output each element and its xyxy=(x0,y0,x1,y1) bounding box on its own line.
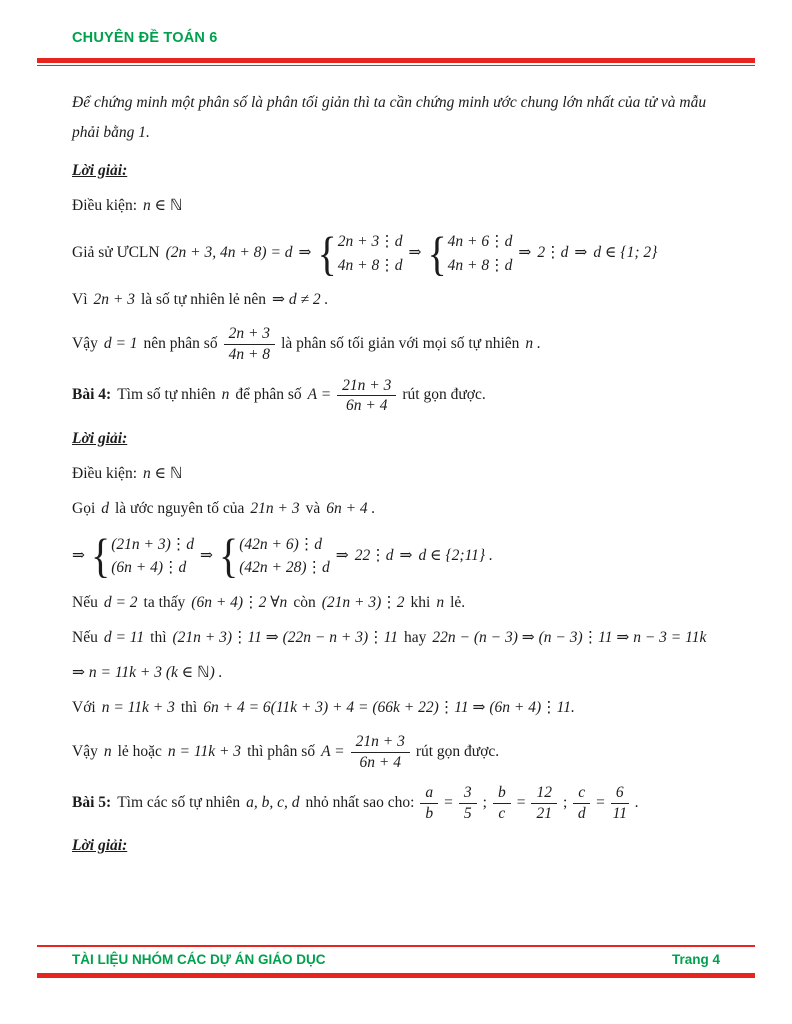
text-run: rút gọn được. xyxy=(415,742,500,760)
fraction-numerator: c xyxy=(573,784,590,804)
case-row: 4n + 8⋮d xyxy=(447,256,513,274)
implies-arrow: ⇒ xyxy=(518,244,532,262)
problem-5-line xyxy=(72,784,720,823)
solution-heading-1 xyxy=(72,160,720,182)
fraction-denominator: 4n + 8 xyxy=(228,345,271,363)
text-run: Vậy xyxy=(72,334,98,352)
text-run: Vậy xyxy=(72,742,98,760)
fraction-numerator: b xyxy=(493,784,511,804)
fraction xyxy=(531,784,557,823)
fraction xyxy=(351,733,410,772)
implies-arrow: ⇒ xyxy=(399,546,413,564)
left-brace-icon: { xyxy=(91,528,111,583)
case-row: 4n + 6⋮d xyxy=(447,233,513,251)
math-run: n = 11k + 3 xyxy=(167,742,242,760)
assume-math: (2n + 3, 4n + 8) = d xyxy=(165,244,293,262)
ucln-derivation-line xyxy=(72,226,720,281)
condition-line-1 xyxy=(72,195,720,217)
page-header xyxy=(37,30,755,66)
case-d11-line xyxy=(72,628,720,650)
footer-rule-bottom xyxy=(37,973,755,978)
text-run: ta thấy xyxy=(143,594,186,612)
math-run: 2n + 3 xyxy=(93,291,135,309)
footer-row xyxy=(37,947,755,973)
text-run: Nếu xyxy=(72,594,98,612)
text-run: để phân số xyxy=(235,386,302,404)
case-row: (42n + 6)⋮d xyxy=(239,536,322,554)
case-row: (21n + 3)⋮d xyxy=(111,536,194,554)
fraction-numerator: 21n + 3 xyxy=(337,377,396,397)
cases-rows xyxy=(448,230,513,277)
math-run: 22n − (n − 3) ⇒ (n − 3)⋮11 ⇒ n − 3 = 11k xyxy=(432,629,707,647)
cases-group-1 xyxy=(317,226,403,281)
math-run: n = 11k + 3 xyxy=(101,699,175,717)
text-run: và xyxy=(305,499,321,517)
conclusion-line-1 xyxy=(72,325,720,364)
math-run: (21n + 3)⋮11 ⇒ (22n − n + 3)⋮11 xyxy=(172,629,398,647)
math-run: (21n + 3)⋮2 xyxy=(321,594,405,612)
condition-line-2 xyxy=(72,463,720,485)
text-run: hay xyxy=(403,629,427,647)
math-run: 21n + 3 xyxy=(250,499,300,517)
text-run: lẻ. xyxy=(450,594,466,612)
math-run: d ∈ {2;11} . xyxy=(418,546,493,564)
case-row: 4n + 8⋮d xyxy=(337,256,403,274)
math-run: n . xyxy=(525,334,541,352)
math-run: 22⋮d xyxy=(354,546,394,564)
implies-arrow: ⇒ xyxy=(298,244,312,262)
cases-rows xyxy=(239,533,330,580)
math-run: n xyxy=(103,742,112,760)
assume-text: Giả sử ƯCLN xyxy=(72,244,160,262)
text-run: là phân số tối giản với mọi số tự nhiên xyxy=(281,334,520,352)
text-run: . xyxy=(634,794,639,812)
implies-arrow: ⇒ xyxy=(72,546,85,564)
cases-rows xyxy=(338,230,403,277)
fraction-denominator: b xyxy=(425,805,434,823)
text-run: thì xyxy=(180,699,198,717)
fraction-numerator: 21n + 3 xyxy=(351,733,410,753)
math-run: ⇒ n = 11k + 3 (k ∈ ℕ) . xyxy=(72,664,223,682)
case-row: (6n + 4)⋮d xyxy=(111,559,187,577)
odd-number-line xyxy=(72,290,720,312)
fraction-denominator: 21 xyxy=(536,805,552,823)
math-run: n xyxy=(221,386,230,404)
math-run: 6n + 4 . xyxy=(326,499,376,517)
math-run: d xyxy=(101,499,109,517)
condition-label: Điều kiện: xyxy=(72,196,137,214)
page-footer xyxy=(37,945,755,978)
fraction-denominator: 6n + 4 xyxy=(359,753,401,771)
equals-sign: = xyxy=(444,794,453,812)
condition-math: n ∈ ℕ xyxy=(143,464,183,482)
problem-4-label: Bài 4: xyxy=(72,386,112,404)
intro-paragraph: Để chứng minh một phân số là phân tối giản thì ta cần chứng minh ước chung lớn nhất của tử và mẫu phải bằng 1. xyxy=(72,94,707,142)
text-run: là số tự nhiên lẻ nên xyxy=(140,291,267,309)
problem-5-label: Bài 5: xyxy=(72,794,112,812)
condition-math: n ∈ ℕ xyxy=(143,196,183,214)
text-run: thì phân số xyxy=(247,742,316,760)
left-brace-icon: { xyxy=(427,226,447,281)
solution-heading-3 xyxy=(72,836,720,858)
math-run: d ∈ {1; 2} xyxy=(593,244,658,262)
fraction-denominator: 5 xyxy=(463,805,472,823)
cases-group-4 xyxy=(219,528,330,583)
semicolon: ; xyxy=(562,794,568,812)
fraction xyxy=(493,784,511,823)
fraction-denominator: c xyxy=(498,805,506,823)
fraction-denominator: d xyxy=(577,805,586,823)
equals-sign: = xyxy=(596,794,605,812)
math-run: (6n + 4)⋮2 ∀n xyxy=(191,594,288,612)
math-run: d = 11 xyxy=(103,629,145,647)
math-run: a, b, c, d xyxy=(246,794,300,812)
case-row: 2n + 3⋮d xyxy=(337,233,403,251)
condition-label: Điều kiện: xyxy=(72,464,137,482)
problem-4-line xyxy=(72,377,720,416)
solution-label: Lời giải: xyxy=(72,161,128,179)
header-rule-thick xyxy=(37,58,755,63)
text-run: nhỏ nhất sao cho: xyxy=(305,794,415,812)
math-run: ⇒ d ≠ 2 . xyxy=(272,291,329,309)
fraction xyxy=(611,784,629,823)
text-run: khi xyxy=(410,594,431,612)
left-brace-icon: { xyxy=(317,226,337,281)
solution-label: Lời giải: xyxy=(72,429,128,447)
fraction-numerator: 6 xyxy=(611,784,629,804)
math-run: d = 1 xyxy=(103,334,138,352)
fraction-numerator: 12 xyxy=(531,784,557,804)
fraction xyxy=(459,784,477,823)
cases-rows xyxy=(111,533,194,580)
text-run: nên phân số xyxy=(143,334,218,352)
fraction xyxy=(420,784,438,823)
math-run: d = 2 xyxy=(103,594,138,612)
implies-arrow: ⇒ xyxy=(408,244,422,262)
semicolon: ; xyxy=(482,794,487,812)
fraction-numerator: 2n + 3 xyxy=(224,325,275,345)
math-run: 2⋮d xyxy=(537,244,569,262)
fraction-numerator: a xyxy=(420,784,438,804)
prime-divisor-line xyxy=(72,498,720,520)
math-run: A = xyxy=(321,742,345,760)
header-title: CHUYÊN ĐỀ TOÁN 6 xyxy=(72,30,218,46)
cases-group-3 xyxy=(91,528,194,583)
left-brace-icon: { xyxy=(219,528,239,583)
text-run: Tìm số tự nhiên xyxy=(117,386,216,404)
text-run: thì xyxy=(150,629,167,647)
implies-arrow: ⇒ xyxy=(200,546,213,564)
n-formula-line xyxy=(72,663,720,685)
fraction-denominator: 6n + 4 xyxy=(346,397,388,415)
text-run: là ước nguyên tố của xyxy=(115,499,245,517)
text-run: còn xyxy=(293,594,316,612)
text-run: Gọi xyxy=(72,499,96,517)
implies-arrow: ⇒ xyxy=(335,546,349,564)
fraction-denominator: 11 xyxy=(612,805,627,823)
case-d2-line xyxy=(72,593,720,615)
math-run: A = xyxy=(307,386,332,404)
conclusion-line-2 xyxy=(72,733,720,772)
text-run: Nếu xyxy=(72,629,98,647)
math-run: n xyxy=(436,594,445,612)
case-row: (42n + 28)⋮d xyxy=(239,559,330,577)
solution-label: Lời giải: xyxy=(72,837,128,855)
divisibility-derivation-line xyxy=(72,528,720,583)
implies-arrow: ⇒ xyxy=(574,244,588,262)
footer-left-text: TÀI LIỆU NHÓM CÁC DỰ ÁN GIÁO DỤC xyxy=(72,952,326,967)
cases-group-2 xyxy=(427,226,513,281)
equals-sign: = xyxy=(516,794,526,812)
text-run: Tìm các số tự nhiên xyxy=(117,794,241,812)
fraction xyxy=(573,784,590,823)
fraction xyxy=(224,325,275,364)
document-content xyxy=(37,66,755,945)
text-run: Với xyxy=(72,699,96,717)
math-run: 6n + 4 = 6(11k + 3) + 4 = (66k + 22)⋮11 ⇒ (6n + 4)⋮11. xyxy=(203,699,575,717)
solution-heading-2 xyxy=(72,428,720,450)
text-run: Vì xyxy=(72,291,88,309)
text-run: lẻ hoặc xyxy=(117,742,162,760)
footer-page-number: Trang 4 xyxy=(671,952,720,967)
fraction-numerator: 3 xyxy=(459,784,477,804)
fraction xyxy=(337,377,396,416)
text-run: rút gọn được. xyxy=(402,386,486,404)
substitution-line xyxy=(72,698,720,720)
